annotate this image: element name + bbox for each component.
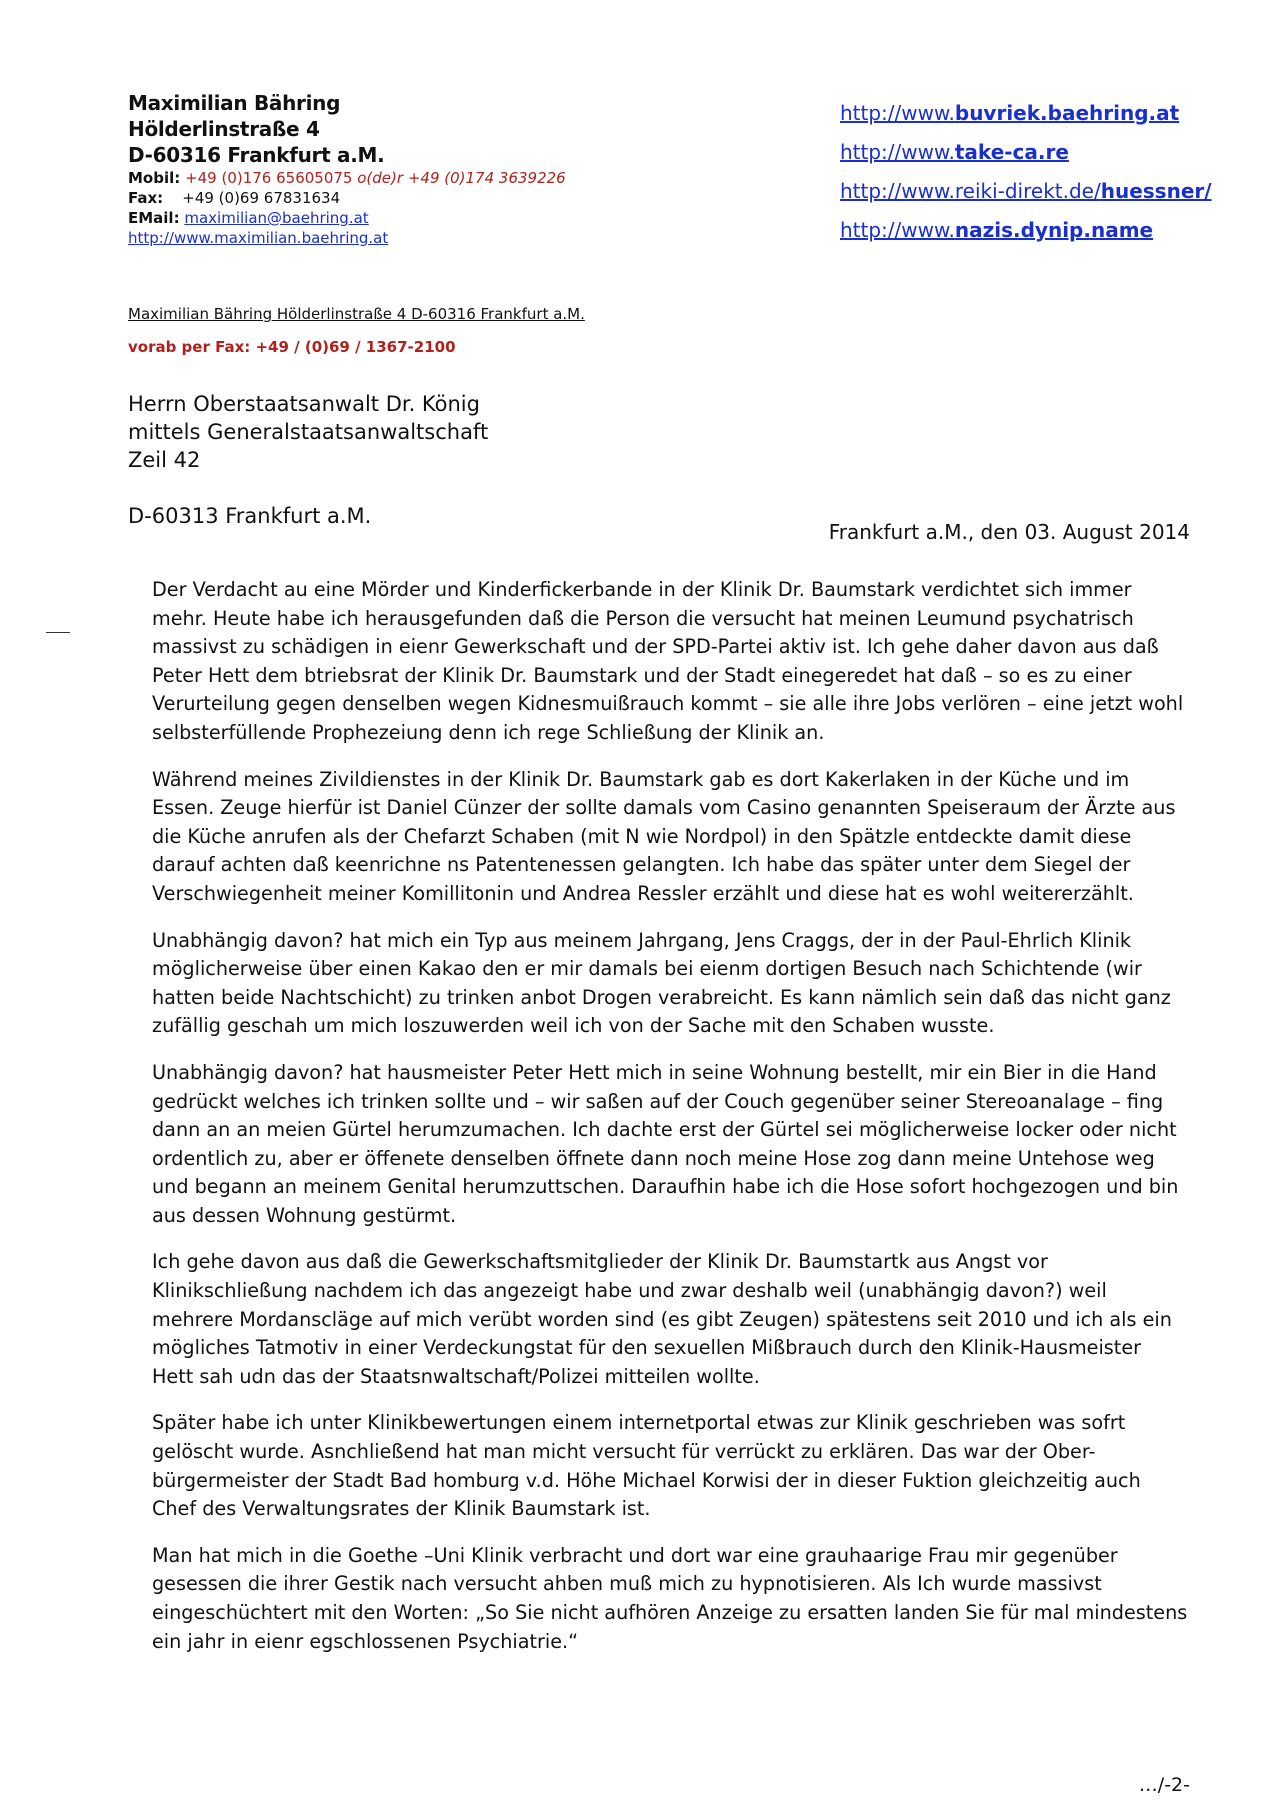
email-link[interactable]: maximilian@baehring.at — [184, 209, 369, 227]
sender-website — [128, 228, 566, 248]
return-address: Maximilian Bähring Hölderlinstraße 4 D-60316 Frankfurt a.M. — [128, 305, 585, 323]
mobile-or: o(de)r — [357, 169, 404, 187]
link-prefix: http://www. — [840, 140, 955, 164]
sender-street: Hölderlinstraße 4 — [128, 117, 320, 141]
recipient-city: D-60313 Frankfurt a.M. — [128, 504, 372, 528]
fax-prefix: vorab per Fax: — [128, 338, 256, 356]
sender-email — [128, 208, 566, 228]
link-prefix: http://www. — [840, 218, 955, 242]
paragraph: Unabhängig davon? hat mich ein Typ aus meinem Jahrgang, Jens Craggs, der in der Paul-Ehrlich Klinik möglicherweise über einen Kakao den er mir damals bei eienm dortigen Besuch nach Schichtende (wir hatten beide Nachtschicht) zu trinken anbot Drogen verabreicht. Es kann nämlich sein daß das nicht ganz zufällig geschah um mich loszuwerden weil ich von der Sache mit den Schaben wusste. — [152, 928, 1171, 1038]
paragraph: Während meines Zivildienstes in der Klinik Dr. Baumstark gab es dort Kakerlaken in der Küche und im Essen. Zeuge hierfür ist Daniel Cünzer der sollte damals vom Casino genannten Speiseraum der Ärzte aus die Küche anrufen als der Chefarzt Schaben (mit N wie Nordpol) in den Spätzle entdeckte damit diese darauf achten daß keenrichne ns Patentenessen gelangten. Ich habe das später unter dem Siegel der Verschwiegenheit meiner Komillitonin und Andrea Ressler erzählt und diese hat es wohl weitererzählt. — [152, 767, 1176, 905]
mobile-number-2: +49 (0)174 3639226 — [407, 169, 566, 187]
email-label: EMail: — [128, 209, 180, 227]
paragraph: Ich gehe davon aus daß die Gewerkschaftsmitglieder der Klinik Dr. Baumstartk aus Angst vor Klinikschließung nachdem ich das angezeigt habe und zwar deshalb weil (unabhängig davon?) weil mehrere Mordanscläge auf mich verübt worden sind (es gibt Zeugen) spätestens seit 2010 und ich als ein mögliches Tatmotiv in einer Verdeckungstat für den sexuellen Mißbrauch durch den Klinik-Hausmeister Hett sah udn das der Staatsnwaltschaft/Polizei mitteilen wollte. — [152, 1250, 1172, 1388]
link-reiki[interactable] — [840, 178, 1212, 204]
fax-target-number: +49 / (0)69 / 1367-2100 — [255, 338, 456, 356]
fold-mark — [46, 632, 70, 633]
letter-date: Frankfurt a.M., den 03. August 2014 — [828, 520, 1190, 544]
link-domain: take-ca.re — [954, 140, 1069, 164]
link-domain: huessner/ — [1100, 179, 1212, 203]
paragraph: Später habe ich unter Klinikbewertungen einem internetportal etwas zur Klinik geschrieben was sofrt gelöscht wurde. Asnchließend hat man micht versucht für verrückt zu erklären. Das war der Ober-bürgermeister der Stadt Bad homburg v.d. Höhe Michael Korwisi der in dieser Fuktion gleichzeitig auch Chef des Verwaltungsrates der Klinik Baumstark ist. — [152, 1411, 1141, 1521]
fax-label: Fax: — [128, 189, 164, 207]
link-domain: nazis.dynip.name — [954, 218, 1154, 242]
recipient-line-2: mittels Generalstaatsanwaltschaft — [128, 420, 489, 444]
link-prefix: http://www. — [840, 101, 955, 125]
recipient-line-3: Zeil 42 — [128, 448, 201, 472]
paragraph: Der Verdacht au eine Mörder und Kinderfickerbande in der Klinik Dr. Baumstark verdichtet sich immer mehr. Heute habe ich herausgefunden daß die Person die versucht hat meinen Leumund psychatrisch massivst zu schädigen in eienr Gewerkschaft und der SPD-Partei aktiv ist. Ich gehe daher davon aus daß Peter Hett dem btriebsrat der Klinik Dr. Baumstark und der Stadt einegeredet hat daß – so es zu einer Verurteilung gegen denselben wegen Kidnesmuißrauch kommt – sie alle ihre Jobs verlören – eine jetzt wohl selbsterfüllende Prophezeiung denn ich rege Schließung der Klinik an. — [152, 578, 1184, 744]
link-buvriek[interactable] — [840, 100, 1212, 126]
link-domain: buvriek.baehring.at — [954, 101, 1180, 125]
sender-name: Maximilian Bähring — [128, 91, 341, 115]
fax-number: +49 (0)69 67831634 — [182, 189, 341, 207]
header-links — [840, 100, 1212, 256]
link-prefix: http://www.reiki-direkt.de/ — [840, 179, 1101, 203]
mobile-number-1: +49 (0)176 65605075 — [185, 169, 353, 187]
sender-fax — [128, 188, 566, 208]
mobile-label: Mobil: — [128, 169, 181, 187]
sender-block — [128, 90, 566, 248]
paragraph: Unabhängig davon? hat hausmeister Peter Hett mich in seine Wohnung bestellt, mir ein Bier in die Hand gedrückt welches ich trinken sollte und – wir saßen auf der Couch gegenüber seiner Stereoanalage – fing dann an an meien Gürtel herumzumachen. Ich dachte erst der Gürtel sei möglicherweise locker oder nicht ordentlich zu, aber er öffenete denselben öffnete dann noch meine Hose zog dann meine Untehose weg und begann an meinem Genital herumzuttschen. Daraufhin habe ich die Hose sofort hochgezogen und bin aus dessen Wohnung gestürmt. — [152, 1060, 1179, 1227]
recipient-line-1: Herrn Oberstaatsanwalt Dr. König — [128, 392, 480, 416]
page-reference: …/-2- — [1138, 1774, 1190, 1796]
link-nazis[interactable] — [840, 217, 1212, 243]
link-take-care[interactable] — [840, 139, 1212, 165]
website-link[interactable]: http://www.maximilian.baehring.at — [128, 229, 389, 247]
sender-mobile — [128, 168, 566, 188]
letter-body — [152, 576, 1188, 1674]
fax-notice — [128, 338, 456, 356]
recipient-block — [128, 390, 488, 474]
paragraph: Man hat mich in die Goethe –Uni Klinik verbracht und dort war eine grauhaarige Frau mir gegenüber gesessen die ihrer Gestik nach versucht ahben muß mich zu hypnotisieren. Als Ich wurde massivst eingeschüchtert mit den Worten: „So Sie nicht aufhören Anzeige zu ersatten landen Sie für mal mindestens ein jahr in eienr egschlossenen Psychiatrie.“ — [152, 1543, 1188, 1653]
sender-city: D-60316 Frankfurt a.M. — [128, 143, 385, 167]
